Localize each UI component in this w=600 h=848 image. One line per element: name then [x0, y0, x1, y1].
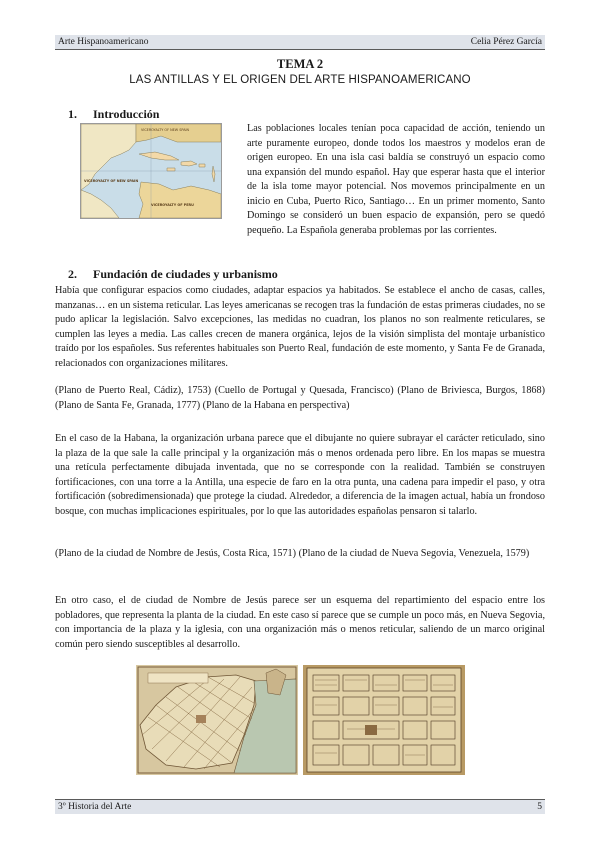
habana-paragraph: En el caso de la Habana, la organización urbana parece que el dibujante no quiere subrayar el carácter reticulado, sino la plaza de la que sale la calle principal y la organización más o menos ordenada pero libre. En los mapas se muestra una retícula perfectamente dibujada inventada, que no se corresponde con la realidad. También se construyen fortificaciones, con una torre a la Antilla, una especie de faro en la otra punta, una cadena para impedir el paso, y otra fortificación (sobredimensionada) que protege la ciudad. Alrededor, a diferencia de la imagen actual, había un frondoso bosque, con muchas implicaciones espirituales, por lo que las autoridades españolas pensaron si talarlo. — [55, 433, 545, 517]
section-title: Introducción — [93, 107, 160, 121]
section-number: 1. — [68, 107, 77, 121]
page-number: 5 — [537, 802, 542, 812]
nombre-de-jesus-paragraph: En otro caso, el de ciudad de Nombre de Jesús parece ser un esquema del repartimiento del espacio entre los pobladores, que representa la planta de la ciudad. En este caso sí parece que se cumple un poco más, en Nueva Segovia, con importancia de la plaza y la iglesia, con una organización más o menos reticular, saliendo de un marco original común pero siendo susceptibles al desarrollo. — [55, 595, 545, 650]
section-number: 2. — [68, 267, 77, 281]
map-label-bottom: VICEROYALTY OF PERU — [151, 203, 194, 207]
habana-map-drawing — [136, 665, 298, 775]
page-title: TEMA 2 — [276, 57, 324, 71]
antilles-map — [81, 124, 221, 218]
fundacion-paragraph: Había que configurar espacios como ciudades, adaptar espacios ya habitados. Se establece el ancho de casas, calles, manzanas… en un sistema reticular. Las leyes americanas se recogen tras la fundación de estas primeras ciudades, no se pudo aplicar la legislación. Salvo excepciones, las medidas no cuadran, los planos no son realmente reticulares, se cumplen las leyes a media. Las calles crecen de manera orgánica, lejos de la visión simplista del montaje urbanístico traído por los españoles. Sus referentes habituales son Puerto Real, fundación de este momento, y Santa Fe de Granada, relacionados con organizaciones militares. — [55, 285, 545, 369]
section-heading-intro — [68, 107, 159, 121]
nombre-de-jesus-plan-image — [303, 665, 465, 775]
intro-paragraph: Las poblaciones locales tenían poca capacidad de acción, teniendo un arte puramente europeo, donde todos los maestros y modelos eran de origen europeo. En una isla casi baldía se construyó un espacio como una expansión del mundo español. Hay que esperar hasta que el interior de la isla tome mayor potencial. Nos movemos principalmente en un inicio en Cuba, Puerto Rico, Santiago… En un primer momento, Santo Domingo se consideró un buen espacio de expansión, pero se quedó pequeño. La Española generaba problemas por las corrientes. — [247, 123, 545, 236]
nombre-de-jesus-plan-drawing — [303, 665, 465, 775]
footer-course: 3º Historia del Arte — [58, 802, 132, 812]
page-footer — [55, 799, 545, 814]
map-label-top: VICEROYALTY OF NEW SPAIN — [141, 128, 190, 132]
map-label-left: VICEROYALTY OF NEW SPAIN — [84, 179, 139, 183]
references-paragraph-1: (Plano de Puerto Real, Cádiz), 1753) (Cuello de Portugal y Quesada, Francisco) (Plano de Briviesca, Burgos, 1868) (Plano de Santa Fe, Granada, 1777) (Plano de la Habana en perspectiva) — [55, 385, 545, 411]
header-course: Arte Hispanoamericano — [58, 37, 149, 47]
page-subtitle: LAS ANTILLAS Y EL ORIGEN DEL ARTE HISPANOAMERICANO — [129, 74, 471, 86]
antilles-map-image — [80, 123, 222, 219]
header-author: Celia Pérez García — [470, 37, 542, 47]
title-block — [55, 57, 545, 88]
section-heading-fundacion — [68, 267, 278, 281]
habana-map-image — [136, 665, 298, 775]
references-paragraph-2: (Plano de la ciudad de Nombre de Jesús, Costa Rica, 1571) (Plano de la ciudad de Nueva Segovia, Venezuela, 1579) — [55, 548, 530, 559]
section-title: Fundación de ciudades y urbanismo — [93, 267, 278, 281]
page-header — [55, 35, 545, 50]
